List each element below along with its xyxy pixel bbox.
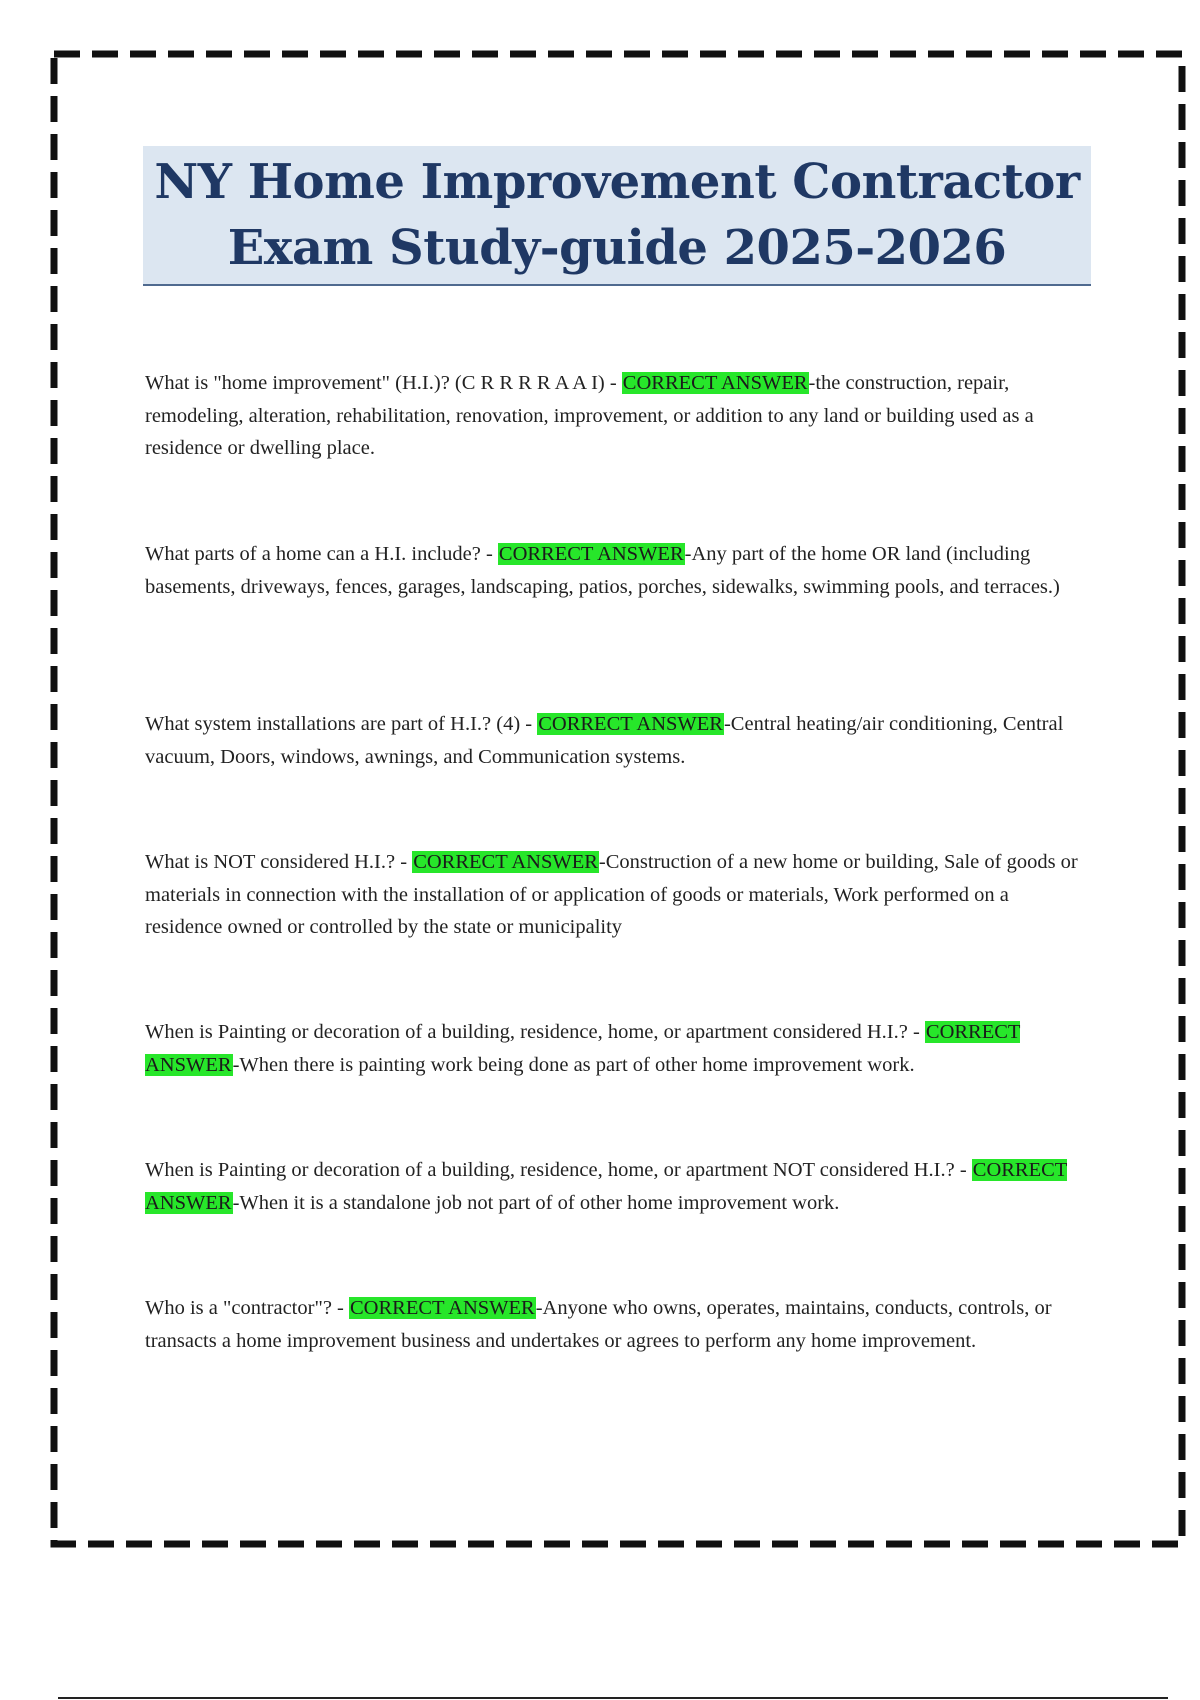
correct-answer-tag: CORRECT ANSWER — [350, 1297, 535, 1319]
qa-item — [145, 846, 1087, 944]
title-banner — [143, 146, 1091, 286]
answer-text: -When there is painting work being done as part of other home improvement work. — [232, 1053, 915, 1076]
qa-item — [145, 708, 1087, 773]
answer-text: -the construction, repair, remodeling, alteration, rehabilitation, renovation, improvement, or addition to any land or building used as a residence or dwelling place. — [145, 372, 1034, 459]
answer-text: -When it is a standalone job not part of of other home improvement work. — [232, 1191, 840, 1214]
qa-item — [145, 1292, 1087, 1357]
correct-answer-tag: CORRECT ANSWER — [622, 372, 808, 394]
question-text: What is NOT considered H.I.? - — [145, 851, 413, 873]
correct-answer-tag: CORRECT ANSWER — [145, 1021, 1021, 1076]
correct-answer-tag: CORRECT ANSWER — [145, 1159, 1068, 1214]
document-title-line-2: Exam Study-guide 2025-2026 — [227, 220, 1007, 276]
question-text: When is Painting or decoration of a building, residence, home, or apartment considered H.I.? - — [145, 1021, 925, 1043]
qa-item — [145, 367, 1087, 465]
answer-text: -Anyone who owns, operates, maintains, conducts, controls, or transacts a home improvement business and undertakes or agrees to perform any home improvement. — [145, 1297, 1052, 1352]
question-text: What parts of a home can a H.I. include? - — [145, 543, 498, 565]
question-text: What is "home improvement" (H.I.)? (C R R R R A A I) - — [145, 372, 622, 394]
question-text: When is Painting or decoration of a building, residence, home, or apartment NOT considered H.I.? - — [145, 1159, 972, 1181]
answer-text: -Construction of a new home or building, Sale of goods or materials in connection with the installation of or application of goods or materials, Work performed on a residence owned or controlled by the state or municipality — [145, 851, 1078, 938]
answer-text: -Central heating/air conditioning, Central vacuum, Doors, windows, awnings, and Communication systems. — [145, 713, 1064, 768]
question-text: Who is a "contractor"? - — [145, 1297, 349, 1319]
correct-answer-tag: CORRECT ANSWER — [498, 543, 684, 565]
qa-item — [145, 1154, 1087, 1219]
question-text: What system installations are part of H.I.? (4) - — [145, 713, 538, 735]
correct-answer-tag: CORRECT ANSWER — [538, 713, 723, 735]
qa-item — [145, 538, 1087, 603]
answer-text: -Any part of the home OR land (including basements, driveways, fences, garages, landscaping, patios, porches, sidewalks, swimming pools, and terraces.) — [145, 543, 1060, 598]
qa-item — [145, 1016, 1087, 1081]
correct-answer-tag: CORRECT ANSWER — [413, 851, 598, 873]
document-title-line-1: NY Home Improvement Contractor — [154, 154, 1080, 210]
page-bottom-rule — [58, 1697, 1168, 1699]
